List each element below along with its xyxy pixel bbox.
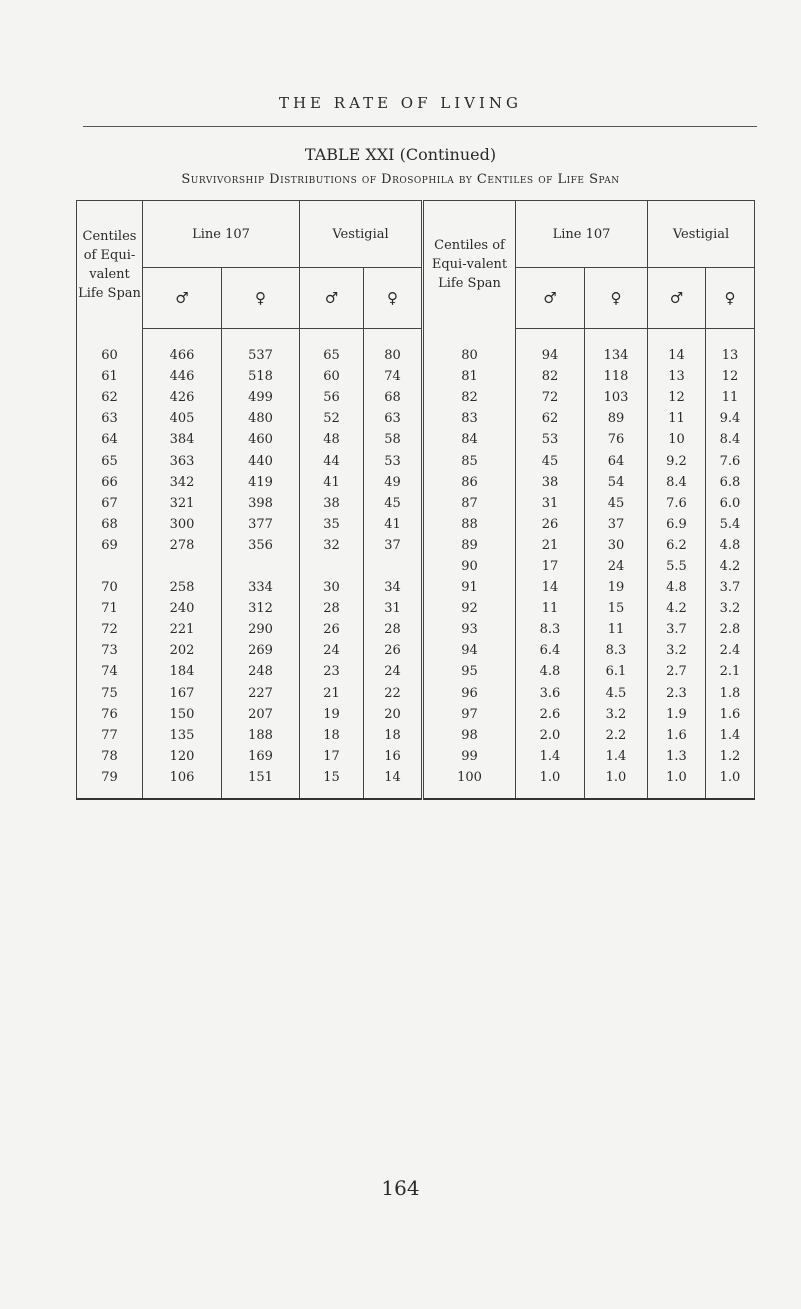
left-line107-male-cell: 184: [143, 661, 222, 682]
table-body: [77, 329, 755, 800]
right-vestigial-male-cell: 8.4: [648, 472, 706, 493]
male-symbol-icon: ♂: [648, 268, 706, 329]
right-vestigial-female-cell: 3.7: [706, 577, 755, 598]
right-vestigial-male-cell: 3.2: [648, 640, 706, 661]
left-centile-cell: 67: [77, 493, 143, 514]
left-line107-female-cell: 151: [222, 767, 300, 799]
table-row: [77, 577, 755, 598]
right-vestigial-female-cell: 1.4: [706, 725, 755, 746]
right-vestigial-female-cell: 5.4: [706, 514, 755, 535]
right-line107-female-cell: 8.3: [585, 640, 648, 661]
right-line107-female-cell: 76: [585, 429, 648, 450]
left-line107-female-cell: 248: [222, 661, 300, 682]
table-row: [77, 725, 755, 746]
left-vestigial-female-cell: 45: [364, 493, 423, 514]
left-vestigial-male-cell: 60: [300, 366, 364, 387]
left-vestigial-female-cell: 37: [364, 535, 423, 556]
left-line107-female-cell: 419: [222, 472, 300, 493]
female-symbol-icon: ♀: [706, 268, 755, 329]
right-line107-female-cell: 24: [585, 556, 648, 577]
right-line107-female-cell: 37: [585, 514, 648, 535]
left-centile-cell: 72: [77, 619, 143, 640]
left-vestigial-female-cell: 58: [364, 429, 423, 450]
right-line107-male-cell: 38: [516, 472, 585, 493]
right-vestigial-male-cell: 1.9: [648, 704, 706, 725]
table-row: [77, 556, 755, 577]
table-title: TABLE XXI (Continued): [304, 145, 497, 164]
left-line107-male-cell: 120: [143, 746, 222, 767]
left-centile-cell: 61: [77, 366, 143, 387]
left-vestigial-male-cell: 52: [300, 408, 364, 429]
left-vestigial-female-cell: 18: [364, 725, 423, 746]
left-line107-male-cell: 278: [143, 535, 222, 556]
left-centile-cell: 69: [77, 535, 143, 556]
left-vestigial-female-cell: 80: [364, 329, 423, 367]
right-vestigial-female-cell: 9.4: [706, 408, 755, 429]
table-row: [77, 514, 755, 535]
right-line107-male-cell: 45: [516, 450, 585, 472]
left-line107-female-cell: 207: [222, 704, 300, 725]
running-head: THE RATE OF LIVING: [278, 94, 523, 112]
right-vestigial-male-cell: 12: [648, 387, 706, 408]
right-vestigial-male-cell: 6.9: [648, 514, 706, 535]
table-row: [77, 661, 755, 682]
left-line107-male-cell: 150: [143, 704, 222, 725]
right-line107-male-cell: 94: [516, 329, 585, 367]
right-vestigial-female-cell: 6.8: [706, 472, 755, 493]
right-centile-cell: 85: [423, 450, 516, 472]
line107-header-right: Line 107: [516, 201, 648, 268]
female-symbol-icon: ♀: [222, 268, 300, 329]
left-centile-cell: [77, 556, 143, 577]
table-row: [77, 387, 755, 408]
left-line107-female-cell: 499: [222, 387, 300, 408]
right-vestigial-female-cell: 4.8: [706, 535, 755, 556]
male-symbol-icon: ♂: [143, 268, 222, 329]
left-line107-male-cell: 202: [143, 640, 222, 661]
right-line107-male-cell: 1.4: [516, 746, 585, 767]
left-line107-male-cell: 342: [143, 472, 222, 493]
right-vestigial-male-cell: 2.3: [648, 682, 706, 704]
right-line107-female-cell: 11: [585, 619, 648, 640]
right-vestigial-female-cell: 4.2: [706, 556, 755, 577]
left-centile-cell: 71: [77, 598, 143, 619]
right-vestigial-female-cell: 2.1: [706, 661, 755, 682]
header-rule: [83, 126, 757, 127]
left-line107-female-cell: 227: [222, 682, 300, 704]
table-row: [77, 493, 755, 514]
right-vestigial-male-cell: 6.2: [648, 535, 706, 556]
right-centile-cell: 82: [423, 387, 516, 408]
right-vestigial-female-cell: 2.8: [706, 619, 755, 640]
survivorship-table: [76, 200, 755, 800]
centiles-header-left: Centiles of Equi-valent Life Span: [77, 201, 143, 329]
left-line107-female-cell: 398: [222, 493, 300, 514]
right-centile-cell: 100: [423, 767, 516, 799]
table-row: [77, 704, 755, 725]
right-line107-male-cell: 62: [516, 408, 585, 429]
right-line107-female-cell: 118: [585, 366, 648, 387]
right-vestigial-male-cell: 4.8: [648, 577, 706, 598]
left-vestigial-male-cell: 38: [300, 493, 364, 514]
left-vestigial-female-cell: 31: [364, 598, 423, 619]
left-line107-male-cell: 167: [143, 682, 222, 704]
left-line107-male-cell: 446: [143, 366, 222, 387]
vestigial-header-left: Vestigial: [300, 201, 423, 268]
vestigial-header-right: Vestigial: [648, 201, 755, 268]
right-line107-male-cell: 11: [516, 598, 585, 619]
left-vestigial-male-cell: 15: [300, 767, 364, 799]
left-vestigial-female-cell: 49: [364, 472, 423, 493]
left-vestigial-female-cell: 14: [364, 767, 423, 799]
right-line107-female-cell: 103: [585, 387, 648, 408]
left-vestigial-female-cell: 26: [364, 640, 423, 661]
right-vestigial-male-cell: 3.7: [648, 619, 706, 640]
left-centile-cell: 79: [77, 767, 143, 799]
table-subtitle: Survivorship Distributions of Drosophila by Centiles of Life Span: [181, 172, 620, 187]
left-centile-cell: 68: [77, 514, 143, 535]
left-vestigial-female-cell: 28: [364, 619, 423, 640]
left-vestigial-male-cell: 28: [300, 598, 364, 619]
male-symbol-icon: ♂: [516, 268, 585, 329]
right-line107-female-cell: 2.2: [585, 725, 648, 746]
left-centile-cell: 75: [77, 682, 143, 704]
table-row: [77, 767, 755, 799]
male-symbol-icon: ♂: [300, 268, 364, 329]
right-vestigial-male-cell: 5.5: [648, 556, 706, 577]
left-vestigial-male-cell: 41: [300, 472, 364, 493]
left-centile-cell: 64: [77, 429, 143, 450]
left-vestigial-male-cell: 18: [300, 725, 364, 746]
right-centile-cell: 98: [423, 725, 516, 746]
right-vestigial-female-cell: 8.4: [706, 429, 755, 450]
right-vestigial-male-cell: 14: [648, 329, 706, 367]
left-vestigial-male-cell: 17: [300, 746, 364, 767]
right-vestigial-male-cell: 10: [648, 429, 706, 450]
right-vestigial-male-cell: 11: [648, 408, 706, 429]
right-line107-male-cell: 2.0: [516, 725, 585, 746]
right-centile-cell: 95: [423, 661, 516, 682]
left-line107-female-cell: 188: [222, 725, 300, 746]
left-vestigial-female-cell: 34: [364, 577, 423, 598]
table-row: [77, 619, 755, 640]
table-row: [77, 408, 755, 429]
right-line107-male-cell: 82: [516, 366, 585, 387]
female-symbol-icon: ♀: [585, 268, 648, 329]
left-line107-male-cell: [143, 556, 222, 577]
right-centile-cell: 90: [423, 556, 516, 577]
right-centile-cell: 92: [423, 598, 516, 619]
right-centile-cell: 97: [423, 704, 516, 725]
left-vestigial-female-cell: 68: [364, 387, 423, 408]
left-line107-male-cell: 405: [143, 408, 222, 429]
page-number: 164: [381, 1176, 420, 1200]
left-vestigial-female-cell: [364, 556, 423, 577]
left-line107-male-cell: 321: [143, 493, 222, 514]
left-centile-cell: 65: [77, 450, 143, 472]
left-vestigial-female-cell: 22: [364, 682, 423, 704]
left-line107-female-cell: 537: [222, 329, 300, 367]
left-line107-male-cell: 300: [143, 514, 222, 535]
table-row: [77, 640, 755, 661]
left-line107-male-cell: 135: [143, 725, 222, 746]
left-vestigial-male-cell: 19: [300, 704, 364, 725]
right-line107-male-cell: 53: [516, 429, 585, 450]
table-row: [77, 535, 755, 556]
right-centile-cell: 99: [423, 746, 516, 767]
left-vestigial-female-cell: 20: [364, 704, 423, 725]
table-row: [77, 429, 755, 450]
right-vestigial-male-cell: 13: [648, 366, 706, 387]
right-centile-cell: 81: [423, 366, 516, 387]
right-vestigial-female-cell: 7.6: [706, 450, 755, 472]
right-vestigial-male-cell: 1.3: [648, 746, 706, 767]
right-vestigial-female-cell: 1.8: [706, 682, 755, 704]
left-line107-female-cell: 440: [222, 450, 300, 472]
right-centile-cell: 88: [423, 514, 516, 535]
right-centile-cell: 83: [423, 408, 516, 429]
left-vestigial-male-cell: 32: [300, 535, 364, 556]
right-centile-cell: 84: [423, 429, 516, 450]
line107-header-left: Line 107: [143, 201, 300, 268]
left-line107-female-cell: 480: [222, 408, 300, 429]
left-vestigial-male-cell: 24: [300, 640, 364, 661]
right-line107-female-cell: 3.2: [585, 704, 648, 725]
right-line107-male-cell: 2.6: [516, 704, 585, 725]
left-centile-cell: 78: [77, 746, 143, 767]
left-centile-cell: 62: [77, 387, 143, 408]
right-line107-male-cell: 21: [516, 535, 585, 556]
left-centile-cell: 63: [77, 408, 143, 429]
left-centile-cell: 73: [77, 640, 143, 661]
left-line107-female-cell: 169: [222, 746, 300, 767]
right-line107-male-cell: 1.0: [516, 767, 585, 799]
right-line107-male-cell: 4.8: [516, 661, 585, 682]
left-vestigial-female-cell: 41: [364, 514, 423, 535]
right-line107-male-cell: 6.4: [516, 640, 585, 661]
left-line107-female-cell: 460: [222, 429, 300, 450]
right-line107-female-cell: 6.1: [585, 661, 648, 682]
left-vestigial-female-cell: 16: [364, 746, 423, 767]
right-centile-cell: 80: [423, 329, 516, 367]
right-centile-cell: 96: [423, 682, 516, 704]
left-vestigial-female-cell: 74: [364, 366, 423, 387]
left-line107-female-cell: 356: [222, 535, 300, 556]
table-row: [77, 598, 755, 619]
left-centile-cell: 77: [77, 725, 143, 746]
left-vestigial-male-cell: 21: [300, 682, 364, 704]
left-line107-female-cell: 290: [222, 619, 300, 640]
right-vestigial-female-cell: 13: [706, 329, 755, 367]
left-vestigial-female-cell: 53: [364, 450, 423, 472]
left-line107-male-cell: 106: [143, 767, 222, 799]
left-vestigial-male-cell: [300, 556, 364, 577]
right-line107-female-cell: 89: [585, 408, 648, 429]
right-vestigial-female-cell: 1.6: [706, 704, 755, 725]
centiles-header-right: Centiles of Equi-valent Life Span: [423, 201, 516, 329]
right-vestigial-male-cell: 9.2: [648, 450, 706, 472]
left-line107-male-cell: 240: [143, 598, 222, 619]
right-line107-female-cell: 1.0: [585, 767, 648, 799]
right-line107-female-cell: 64: [585, 450, 648, 472]
right-vestigial-male-cell: 7.6: [648, 493, 706, 514]
left-vestigial-male-cell: 65: [300, 329, 364, 367]
left-centile-cell: 66: [77, 472, 143, 493]
left-vestigial-male-cell: 44: [300, 450, 364, 472]
right-centile-cell: 86: [423, 472, 516, 493]
right-line107-male-cell: 72: [516, 387, 585, 408]
left-line107-male-cell: 221: [143, 619, 222, 640]
left-line107-male-cell: 466: [143, 329, 222, 367]
female-symbol-icon: ♀: [364, 268, 423, 329]
left-vestigial-male-cell: 23: [300, 661, 364, 682]
right-line107-male-cell: 17: [516, 556, 585, 577]
table-row: [77, 329, 755, 367]
left-centile-cell: 60: [77, 329, 143, 367]
left-centile-cell: 70: [77, 577, 143, 598]
left-vestigial-female-cell: 63: [364, 408, 423, 429]
right-vestigial-male-cell: 4.2: [648, 598, 706, 619]
right-line107-male-cell: 26: [516, 514, 585, 535]
left-line107-male-cell: 363: [143, 450, 222, 472]
table-row: [77, 682, 755, 704]
right-centile-cell: 93: [423, 619, 516, 640]
table-row: [77, 450, 755, 472]
left-line107-female-cell: 312: [222, 598, 300, 619]
right-vestigial-female-cell: 1.0: [706, 767, 755, 799]
left-vestigial-female-cell: 24: [364, 661, 423, 682]
right-line107-male-cell: 8.3: [516, 619, 585, 640]
left-line107-female-cell: 377: [222, 514, 300, 535]
right-line107-female-cell: 4.5: [585, 682, 648, 704]
right-line107-female-cell: 1.4: [585, 746, 648, 767]
right-line107-female-cell: 15: [585, 598, 648, 619]
table-row: [77, 472, 755, 493]
right-vestigial-female-cell: 3.2: [706, 598, 755, 619]
left-line107-female-cell: [222, 556, 300, 577]
left-centile-cell: 74: [77, 661, 143, 682]
right-vestigial-female-cell: 2.4: [706, 640, 755, 661]
left-line107-male-cell: 258: [143, 577, 222, 598]
right-centile-cell: 89: [423, 535, 516, 556]
right-vestigial-male-cell: 1.0: [648, 767, 706, 799]
right-line107-male-cell: 14: [516, 577, 585, 598]
left-line107-female-cell: 334: [222, 577, 300, 598]
right-centile-cell: 94: [423, 640, 516, 661]
left-line107-female-cell: 518: [222, 366, 300, 387]
right-line107-female-cell: 134: [585, 329, 648, 367]
table-row: [77, 746, 755, 767]
right-centile-cell: 91: [423, 577, 516, 598]
right-vestigial-male-cell: 2.7: [648, 661, 706, 682]
left-vestigial-male-cell: 26: [300, 619, 364, 640]
left-vestigial-male-cell: 56: [300, 387, 364, 408]
right-centile-cell: 87: [423, 493, 516, 514]
right-line107-female-cell: 19: [585, 577, 648, 598]
table-row: [77, 366, 755, 387]
left-vestigial-male-cell: 35: [300, 514, 364, 535]
left-line107-female-cell: 269: [222, 640, 300, 661]
right-line107-female-cell: 45: [585, 493, 648, 514]
right-line107-female-cell: 30: [585, 535, 648, 556]
right-vestigial-female-cell: 1.2: [706, 746, 755, 767]
left-line107-male-cell: 384: [143, 429, 222, 450]
right-vestigial-female-cell: 11: [706, 387, 755, 408]
right-vestigial-male-cell: 1.6: [648, 725, 706, 746]
left-centile-cell: 76: [77, 704, 143, 725]
right-vestigial-female-cell: 6.0: [706, 493, 755, 514]
right-line107-male-cell: 31: [516, 493, 585, 514]
right-line107-female-cell: 54: [585, 472, 648, 493]
right-vestigial-female-cell: 12: [706, 366, 755, 387]
left-vestigial-male-cell: 48: [300, 429, 364, 450]
right-line107-male-cell: 3.6: [516, 682, 585, 704]
left-vestigial-male-cell: 30: [300, 577, 364, 598]
left-line107-male-cell: 426: [143, 387, 222, 408]
